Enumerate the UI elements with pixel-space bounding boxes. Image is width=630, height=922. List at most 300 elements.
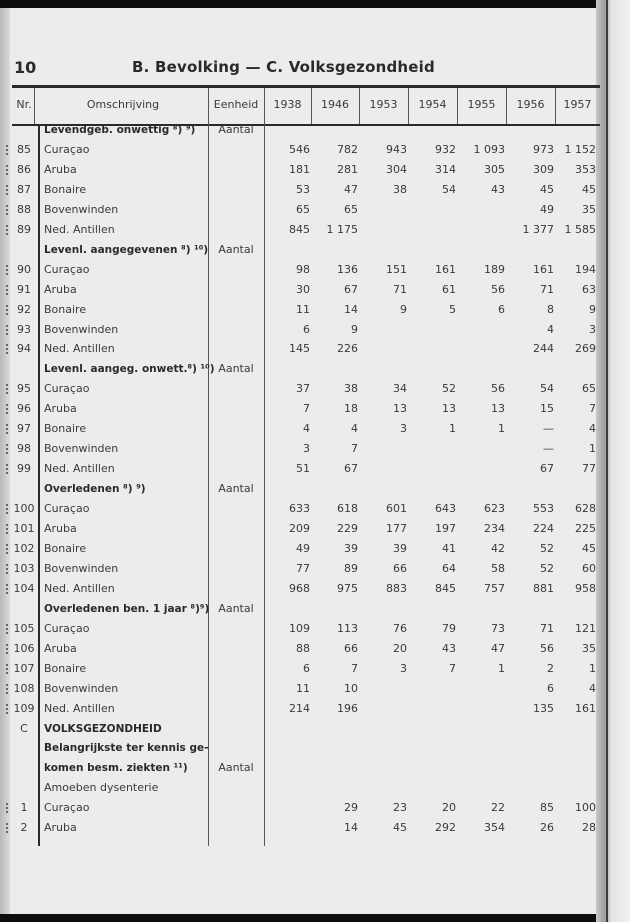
- value-1954: [408, 679, 456, 699]
- value-1956: 49: [540, 202, 554, 216]
- row-number: 90: [17, 262, 31, 276]
- value-1938: 181: [289, 162, 310, 176]
- value-1955: 1: [498, 661, 505, 675]
- value-1954: [408, 719, 456, 739]
- row-unit: [208, 300, 264, 320]
- value-1957: 100: [575, 801, 596, 815]
- row-unit: [208, 339, 264, 359]
- value-1953: 23: [393, 801, 407, 815]
- value-1956: 71: [540, 282, 554, 296]
- value-1953: 9: [400, 302, 407, 316]
- value-1954: 1: [449, 422, 456, 436]
- row-number: 89: [17, 222, 31, 236]
- row-unit: [208, 559, 264, 579]
- margin-tick-mark: [6, 145, 11, 155]
- value-1938: 109: [289, 621, 310, 635]
- row-description: Bovenwinden: [44, 322, 119, 336]
- value-1954: 20: [442, 801, 456, 815]
- margin-tick-mark: [6, 564, 11, 574]
- table-row: [0, 339, 600, 359]
- value-1955: 73: [491, 621, 505, 635]
- value-1946: 65: [344, 202, 358, 216]
- value-1955: [457, 359, 505, 379]
- value-1954: 161: [435, 262, 456, 276]
- value-1957: 161: [575, 701, 596, 715]
- value-1956: 2: [547, 661, 554, 675]
- value-1955: 56: [491, 282, 505, 296]
- row-description: Ned. Antillen: [44, 701, 115, 715]
- row-unit: [208, 160, 264, 180]
- margin-tick-mark: [6, 285, 11, 295]
- value-1955: [457, 439, 505, 459]
- col-header-1938: 1938: [273, 98, 302, 111]
- value-1953: [359, 719, 407, 739]
- value-1955: 1 093: [473, 142, 505, 156]
- value-1954: 79: [442, 621, 456, 635]
- value-1953: [359, 359, 407, 379]
- value-1946: 9: [351, 322, 358, 336]
- table-row: [0, 559, 600, 579]
- value-1938: 3: [303, 442, 310, 456]
- row-unit: Aantal: [218, 761, 254, 775]
- value-1956: 52: [540, 541, 554, 555]
- value-1938: 214: [289, 701, 310, 715]
- value-1957: 35: [582, 641, 596, 655]
- row-description: Belangrijkste ter kennis ge-: [44, 742, 209, 755]
- value-1946: 66: [344, 641, 358, 655]
- row-description: Curaçao: [44, 262, 90, 276]
- value-1955: 1: [498, 422, 505, 436]
- margin-tick-mark: [6, 823, 11, 833]
- value-1955: 234: [484, 522, 505, 535]
- table-row: [0, 379, 600, 399]
- value-1946: 7: [351, 442, 358, 456]
- row-number: 93: [17, 322, 31, 336]
- table-row: [0, 818, 600, 838]
- value-1938: [262, 818, 310, 838]
- value-1954: 643: [435, 502, 456, 516]
- value-1956: 973: [533, 142, 554, 156]
- row-unit: [208, 280, 264, 300]
- value-1953: 883: [386, 581, 407, 595]
- value-1954: 932: [435, 142, 456, 156]
- value-1955: 22: [491, 801, 505, 815]
- value-1946: [310, 778, 358, 798]
- value-1956: 553: [533, 502, 554, 516]
- row-unit: [208, 260, 264, 280]
- value-1954: 41: [442, 541, 456, 555]
- table-section-row: [0, 758, 600, 778]
- value-1954: 314: [435, 162, 456, 176]
- page-title: B. Bevolking — C. Volksgezondheid: [132, 58, 435, 76]
- binding-spine: [606, 0, 608, 922]
- table-row: [0, 439, 600, 459]
- value-1954: 13: [442, 402, 456, 416]
- table-row: [0, 220, 600, 240]
- row-number: 103: [13, 561, 35, 575]
- value-1957: 1 152: [564, 142, 596, 156]
- value-1946: 47: [344, 182, 358, 196]
- value-1954: [408, 758, 456, 778]
- value-1956: 1 377: [522, 222, 554, 236]
- row-description: Aruba: [44, 402, 77, 416]
- row-unit: [208, 679, 264, 699]
- col-header-nr: Nr.: [16, 98, 32, 111]
- value-1956: 52: [540, 561, 554, 575]
- table-row: [0, 459, 600, 479]
- value-1957: 63: [582, 282, 596, 296]
- value-1953: 38: [393, 182, 407, 196]
- row-number: 107: [13, 661, 35, 675]
- value-1938: 845: [289, 222, 310, 236]
- row-unit: [208, 778, 264, 798]
- table-section-row: [0, 599, 600, 619]
- value-1953: 304: [386, 162, 407, 176]
- value-1938: 546: [289, 142, 310, 156]
- margin-tick-mark: [6, 205, 11, 215]
- row-number: 87: [17, 182, 31, 196]
- value-1938: 49: [296, 541, 310, 555]
- value-1953: [359, 220, 407, 240]
- margin-tick-mark: [6, 165, 11, 175]
- row-unit: [208, 579, 264, 599]
- value-1956: [506, 738, 554, 758]
- row-description: Bonaire: [44, 422, 87, 436]
- table-row: [0, 180, 600, 200]
- row-unit: Aantal: [218, 242, 254, 256]
- row-unit: [208, 539, 264, 559]
- row-description: Bovenwinden: [44, 202, 119, 216]
- value-1938: 11: [296, 302, 310, 316]
- row-description: Aruba: [44, 162, 77, 176]
- value-1938: 209: [289, 522, 310, 535]
- value-1953: 3: [400, 661, 407, 675]
- value-1938: [262, 738, 310, 758]
- value-1953: 71: [393, 282, 407, 296]
- value-1946: 618: [337, 502, 358, 516]
- value-1954: [408, 599, 456, 619]
- value-1957: 958: [575, 581, 596, 595]
- table-row: [0, 519, 600, 539]
- row-description: Overledenen ben. 1 jaar ⁸)⁹): [44, 602, 210, 615]
- value-1938: 4: [303, 422, 310, 436]
- value-1956: [506, 778, 554, 798]
- value-1953: [359, 758, 407, 778]
- value-1953: [359, 339, 407, 359]
- value-1956: 881: [533, 581, 554, 595]
- value-1953: [359, 778, 407, 798]
- row-number: 99: [17, 462, 31, 476]
- row-description: Bovenwinden: [44, 442, 119, 456]
- value-1956: 56: [540, 641, 554, 655]
- value-1953: 34: [393, 382, 407, 396]
- value-1955: [457, 758, 505, 778]
- value-1938: 65: [296, 202, 310, 216]
- value-1957: [548, 120, 596, 140]
- row-description: Ned. Antillen: [44, 342, 115, 356]
- value-1956: [506, 719, 554, 739]
- row-unit: [208, 399, 264, 419]
- value-1957: 1 585: [564, 222, 596, 236]
- value-1938: 88: [296, 641, 310, 655]
- row-unit: [208, 798, 264, 818]
- value-1955: [457, 220, 505, 240]
- row-description: Aruba: [44, 282, 77, 296]
- row-number: [12, 758, 36, 778]
- table-row: [0, 639, 600, 659]
- row-number: 85: [17, 142, 31, 156]
- value-1938: [262, 240, 310, 260]
- row-unit: [208, 140, 264, 160]
- value-1946: 7: [351, 661, 358, 675]
- value-1946: 975: [337, 581, 358, 595]
- row-description: Bonaire: [44, 302, 87, 316]
- row-description: Aruba: [44, 522, 77, 535]
- margin-tick-mark: [6, 384, 11, 394]
- row-unit: Aantal: [218, 601, 254, 615]
- margin-tick-mark: [6, 584, 11, 594]
- margin-tick-mark: [6, 265, 11, 275]
- row-description: Curaçao: [44, 502, 90, 516]
- value-1953: [359, 200, 407, 220]
- value-1955: 354: [484, 821, 505, 835]
- value-1957: 35: [582, 202, 596, 216]
- row-number: 101: [13, 522, 35, 535]
- value-1955: 56: [491, 382, 505, 396]
- value-1957: [548, 778, 596, 798]
- value-1946: 782: [337, 142, 358, 156]
- page-binding-edge: [596, 0, 630, 922]
- value-1953: 20: [393, 641, 407, 655]
- table-section-row: [0, 738, 600, 758]
- col-header-1955: 1955: [467, 98, 496, 111]
- value-1957: 269: [575, 342, 596, 356]
- value-1953: [359, 599, 407, 619]
- table-row: [0, 300, 600, 320]
- value-1956: 67: [540, 462, 554, 476]
- value-1956: 45: [540, 182, 554, 196]
- value-1957: [548, 359, 596, 379]
- row-number: 100: [13, 502, 35, 516]
- col-header-1946: 1946: [321, 98, 349, 111]
- value-1953: [359, 120, 407, 140]
- margin-tick-mark: [6, 624, 11, 634]
- value-1956: [506, 599, 554, 619]
- value-1938: [262, 359, 310, 379]
- value-1955: 43: [491, 182, 505, 196]
- value-1946: 196: [337, 701, 358, 715]
- value-1953: [359, 699, 407, 719]
- row-unit: Aantal: [218, 482, 254, 496]
- value-1956: —: [543, 442, 554, 456]
- value-1938: 53: [296, 182, 310, 196]
- value-1956: 85: [540, 801, 554, 815]
- row-description: Ned. Antillen: [44, 581, 115, 595]
- row-description: Overledenen ⁸) ⁹): [44, 483, 146, 496]
- row-unit: Aantal: [218, 123, 254, 136]
- value-1946: 113: [337, 621, 358, 635]
- value-1956: 244: [533, 342, 554, 356]
- row-number: 106: [13, 641, 35, 655]
- value-1953: [359, 240, 407, 260]
- margin-tick-mark: [6, 664, 11, 674]
- value-1956: [506, 240, 554, 260]
- row-description: Curaçao: [44, 382, 90, 396]
- value-1955: [457, 679, 505, 699]
- value-1946: 14: [344, 302, 358, 316]
- row-number: C: [20, 721, 28, 735]
- margin-tick-mark: [6, 404, 11, 414]
- value-1953: 66: [393, 561, 407, 575]
- value-1953: 39: [393, 541, 407, 555]
- value-1953: 177: [386, 522, 407, 535]
- row-number: 102: [13, 541, 35, 555]
- value-1956: [506, 758, 554, 778]
- value-1946: 38: [344, 382, 358, 396]
- value-1938: 145: [289, 342, 310, 356]
- row-description: Bovenwinden: [44, 561, 119, 575]
- value-1946: [310, 758, 358, 778]
- col-header-1957: 1957: [563, 98, 592, 111]
- margin-tick-mark: [6, 644, 11, 654]
- value-1954: [408, 778, 456, 798]
- value-1956: 224: [533, 522, 554, 535]
- value-1957: [548, 758, 596, 778]
- value-1954: 5: [449, 302, 456, 316]
- value-1957: [548, 240, 596, 260]
- row-number: 1: [20, 801, 28, 815]
- value-1954: [408, 459, 456, 479]
- value-1953: [359, 738, 407, 758]
- value-1957: 9: [589, 302, 596, 316]
- value-1954: 845: [435, 581, 456, 595]
- table-row: [0, 679, 600, 699]
- row-unit: [208, 519, 264, 539]
- value-1957: [548, 599, 596, 619]
- margin-tick-mark: [6, 185, 11, 195]
- row-number: 96: [17, 402, 31, 416]
- value-1946: 89: [344, 561, 358, 575]
- row-number: 94: [17, 342, 31, 356]
- value-1938: [262, 719, 310, 739]
- row-description: Bonaire: [44, 182, 87, 196]
- value-1953: 151: [386, 262, 407, 276]
- row-unit: [208, 699, 264, 719]
- row-number: [12, 479, 36, 499]
- margin-tick-mark: [6, 544, 11, 554]
- row-number: 104: [13, 581, 35, 595]
- value-1946: [310, 479, 358, 499]
- margin-tick-mark: [6, 704, 11, 714]
- table-row: [0, 539, 600, 559]
- value-1954: [408, 738, 456, 758]
- value-1955: [457, 459, 505, 479]
- value-1955: 757: [484, 581, 505, 595]
- row-number: [12, 778, 36, 798]
- row-description: Curaçao: [44, 801, 90, 815]
- row-unit: [208, 180, 264, 200]
- row-number: [12, 240, 36, 260]
- value-1953: 943: [386, 142, 407, 156]
- value-1955: [457, 719, 505, 739]
- value-1946: [310, 599, 358, 619]
- value-1957: 4: [589, 422, 596, 436]
- value-1946: 67: [344, 282, 358, 296]
- table-section-row: [0, 120, 600, 140]
- value-1955: [457, 699, 505, 719]
- row-unit: [208, 220, 264, 240]
- value-1955: [457, 120, 505, 140]
- value-1956: 71: [540, 621, 554, 635]
- margin-tick-mark: [6, 504, 11, 514]
- table-section-row: [0, 240, 600, 260]
- value-1956: 26: [540, 821, 554, 835]
- value-1938: 633: [289, 502, 310, 516]
- value-1955: [457, 339, 505, 359]
- row-number: [12, 120, 36, 140]
- value-1954: [408, 200, 456, 220]
- value-1957: 225: [575, 522, 596, 535]
- row-number: 2: [20, 821, 28, 835]
- value-1946: 67: [344, 462, 358, 476]
- value-1946: 10: [344, 681, 358, 695]
- row-description: Levenl. aangeg. onwett.⁸) ¹⁰): [44, 363, 215, 376]
- value-1954: 54: [442, 182, 456, 196]
- table-row: [0, 160, 600, 180]
- value-1938: 51: [296, 462, 310, 476]
- page-number: 10: [14, 58, 37, 77]
- table-section-row: [0, 359, 600, 379]
- value-1954: [408, 320, 456, 340]
- value-1946: [310, 719, 358, 739]
- row-description: Aruba: [44, 641, 77, 655]
- value-1953: [359, 479, 407, 499]
- value-1955: 13: [491, 402, 505, 416]
- value-1955: [457, 320, 505, 340]
- table-row: [0, 499, 600, 519]
- row-number: 98: [17, 442, 31, 456]
- row-description: Ned. Antillen: [44, 222, 115, 236]
- value-1946: 14: [344, 821, 358, 835]
- row-number: 97: [17, 422, 31, 436]
- row-description: Amoeben dysenterie: [44, 781, 159, 795]
- value-1955: [457, 778, 505, 798]
- value-1956: 135: [533, 701, 554, 715]
- value-1938: [262, 120, 310, 140]
- value-1946: 29: [344, 801, 358, 815]
- value-1954: 52: [442, 382, 456, 396]
- value-1957: 7: [589, 402, 596, 416]
- value-1946: 1 175: [326, 222, 358, 236]
- value-1955: 58: [491, 561, 505, 575]
- row-number: 108: [13, 681, 35, 695]
- row-number: 86: [17, 162, 31, 176]
- table-row: [0, 260, 600, 280]
- value-1954: [408, 120, 456, 140]
- margin-tick-mark: [6, 344, 11, 354]
- value-1955: [457, 240, 505, 260]
- value-1955: 305: [484, 162, 505, 176]
- value-1946: 226: [337, 342, 358, 356]
- value-1953: [359, 459, 407, 479]
- value-1956: 161: [533, 262, 554, 276]
- value-1956: 8: [547, 302, 554, 316]
- row-unit: [208, 499, 264, 519]
- value-1955: [457, 200, 505, 220]
- value-1955: 47: [491, 641, 505, 655]
- value-1957: 1: [589, 661, 596, 675]
- value-1956: 309: [533, 162, 554, 176]
